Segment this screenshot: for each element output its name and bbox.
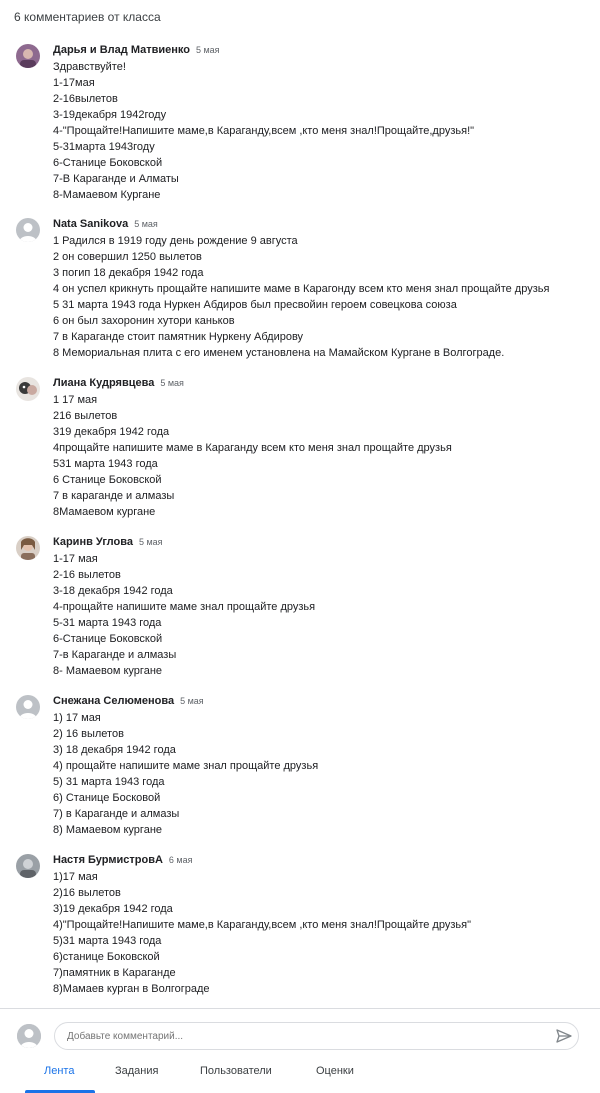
comment-line: 2-16вылетов (53, 93, 118, 105)
avatar[interactable] (16, 536, 40, 560)
avatar[interactable] (16, 695, 40, 719)
bottom-tabs (0, 1057, 600, 1093)
comment-line: 8- Мамаевом кургане (53, 665, 163, 677)
comment-body (53, 869, 471, 997)
comment-author[interactable]: Каринв Углова (53, 536, 133, 548)
comment-line: 6-Станице Боковской (53, 157, 163, 169)
comment-line: 4-прощайте напишите маме знал прощайте друзья (53, 601, 316, 613)
avatar[interactable] (16, 854, 40, 878)
comment-author[interactable]: Nata Sanikova (53, 218, 129, 230)
comment-line: 1 Радился в 1919 году день рождение 9 августа (53, 235, 298, 247)
comment-line: 3-19декабря 1942году (53, 109, 167, 121)
comment-header (53, 373, 184, 391)
send-icon[interactable] (556, 1029, 572, 1043)
comment-body (53, 59, 474, 203)
comment-line: 8-Мамаевом Кургане (53, 189, 161, 201)
comment-line: 4 он успел крикнуть прощайте напишите маме в Карагонду всем кто меня знал прощайте друзья (53, 283, 550, 295)
comment-line: 4прощайте напишите маме в Караганду всем кто меня знал прощайте друзья (53, 442, 452, 454)
comment-line: 1-17мая (53, 77, 95, 89)
comment-date: 5 мая (134, 219, 158, 229)
comment-line: 531 марта 1943 года (53, 458, 158, 470)
comment-header (53, 532, 163, 550)
comment-body (53, 233, 549, 361)
comment-line: 8 Мемориальная плита с его именем установлена на Мамайском Кургане в Волгограде. (53, 347, 505, 359)
tab-grades[interactable]: Оценки (316, 1065, 354, 1077)
comment-line: 3-18 декабря 1942 года (53, 585, 173, 597)
comment-body (53, 551, 315, 679)
comment-input[interactable] (54, 1022, 579, 1050)
comment-line: 1) 17 мая (53, 712, 101, 724)
comment-author[interactable]: Снежана Селюменова (53, 695, 175, 707)
comment-line: 4-"Прощайте!Напишите маме,в Караганду,всем ,кто меня знал!Прощайте,друзья!" (53, 125, 475, 137)
comment-line: 5 31 марта 1943 года Нуркен Абдиров был пресвойин героем совецкова союза (53, 299, 457, 311)
comment-line: 1)17 мая (53, 871, 98, 883)
avatar[interactable] (16, 218, 40, 242)
tab-feed[interactable]: Лента (44, 1065, 75, 1077)
comment-line: 6) Станице Босковой (53, 792, 161, 804)
comment-line: 5)31 марта 1943 года (53, 935, 162, 947)
comment-line: 4) прощайте напишите маме знал прощайте друзья (53, 760, 319, 772)
comment-header (53, 214, 158, 232)
divider (0, 1008, 600, 1009)
comment-date: 5 мая (160, 378, 184, 388)
comment-date: 5 мая (180, 696, 204, 706)
comment-line: 7) в Караганде и алмазы (53, 808, 180, 820)
comment-header (53, 40, 220, 58)
comment-date: 5 мая (195, 45, 220, 55)
comment-line: 4)"Прощайте!Напишите маме,в Караганду,всем ,кто меня знал!Прощайте друзья" (53, 919, 471, 931)
comment-line: 6 он был захоронин хутори каньков (53, 315, 235, 327)
tab-assignments[interactable]: Задания (115, 1065, 159, 1077)
comment-body (53, 392, 452, 520)
comment-line: 8)Мамаев курган в Волгограде (53, 983, 210, 995)
tab-users[interactable]: Пользователи (200, 1065, 272, 1077)
comment-date: 6 мая (168, 855, 193, 865)
comment-line: 216 вылетов (53, 410, 118, 422)
avatar[interactable] (16, 44, 40, 68)
comment-line: 5) 31 марта 1943 года (53, 776, 165, 788)
comment-body (53, 710, 318, 838)
comment-line: 8Мамаевом кургане (53, 506, 156, 518)
comment-line: 6 Станице Боковской (53, 474, 162, 486)
comment-line: 5-31марта 1943году (53, 141, 155, 153)
comment-line: 7 в Караганде стоит памятник Нуркену Абдирову (53, 331, 304, 343)
comment-line: 7-в Караганде и алмазы (53, 649, 177, 661)
comment-line: 1-17 мая (53, 553, 98, 565)
comment-line: 7-В Караганде и Алматы (53, 173, 179, 185)
comment-header (53, 691, 204, 709)
comment-line: 6-Станице Боковской (53, 633, 163, 645)
comment-line: 1 17 мая (53, 394, 98, 406)
comment-line: 3 погип 18 декабря 1942 года (53, 267, 204, 279)
comment-author[interactable]: Лиана Кудрявцева (53, 377, 155, 389)
comment-line: 2 он совершил 1250 вылетов (53, 251, 202, 263)
comment-line: 3)19 декабря 1942 года (53, 903, 173, 915)
comment-author[interactable]: Настя БурмистровА (53, 854, 163, 866)
comment-author[interactable]: Дарья и Влад Матвиенко (53, 44, 190, 56)
comment-line: 2)16 вылетов (53, 887, 121, 899)
comment-line: 2) 16 вылетов (53, 728, 124, 740)
avatar (17, 1024, 41, 1048)
comment-count-header: 6 комментариев от класса (14, 10, 161, 24)
comment-line: 7 в караганде и алмазы (53, 490, 175, 502)
comment-line: 8) Мамаевом кургане (53, 824, 163, 836)
comment-line: 7)памятник в Караганде (53, 967, 176, 979)
comment-line: 319 декабря 1942 года (53, 426, 170, 438)
comment-line: 5-31 марта 1943 года (53, 617, 162, 629)
comment-date: 5 мая (138, 537, 163, 547)
comment-line: 3) 18 декабря 1942 года (53, 744, 176, 756)
comment-line: 2-16 вылетов (53, 569, 121, 581)
comment-line: Здравствуйте! (53, 61, 126, 73)
comment-line: 6)станице Боковской (53, 951, 160, 963)
avatar[interactable] (16, 377, 40, 401)
comment-header (53, 850, 192, 868)
